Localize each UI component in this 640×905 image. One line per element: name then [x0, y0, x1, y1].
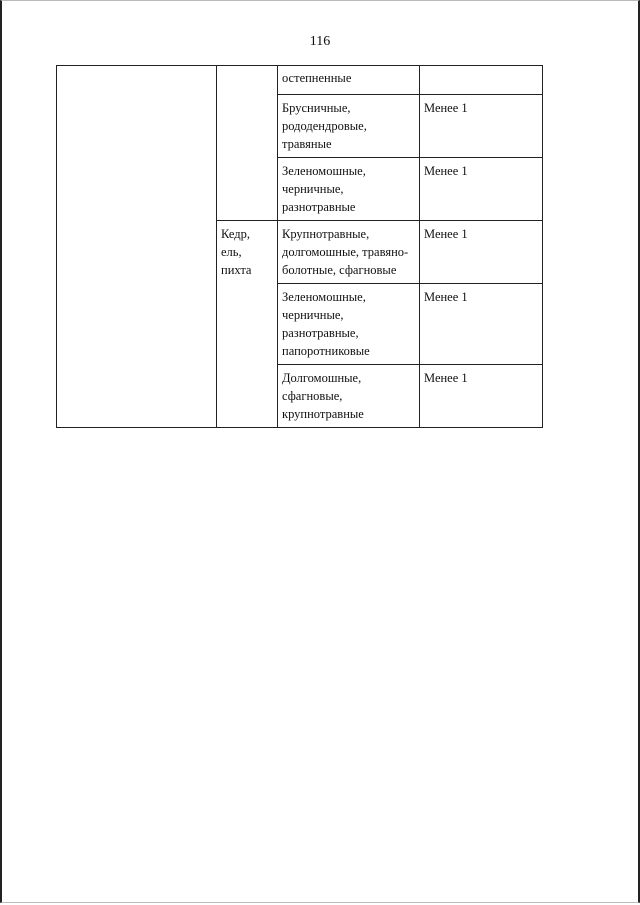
forest-type-cell [278, 365, 420, 428]
forest-type-line: рододендровые, [282, 119, 367, 133]
page-number: 116 [309, 34, 331, 49]
forest-type-cell [278, 221, 420, 284]
value-cell [420, 158, 543, 221]
value-text: Менее 1 [424, 101, 468, 115]
value-text: Менее 1 [424, 290, 468, 304]
value-cell [420, 284, 543, 365]
forest-type-line: Брусничные, [282, 101, 351, 115]
value-text: Менее 1 [424, 371, 468, 385]
species-line: ель, [221, 245, 242, 259]
forest-type-line: разнотравные [282, 200, 356, 214]
forest-type-line: черничные, [282, 182, 344, 196]
species-cell [217, 221, 278, 428]
value-cell [420, 66, 543, 95]
forest-type-line: болотные, сфагновые [282, 263, 397, 277]
forest-type-cell [278, 95, 420, 158]
species-line: пихта [221, 263, 252, 277]
forest-type-line: долгомошные, травяно- [282, 245, 409, 259]
forest-type-cell [278, 66, 420, 95]
forest-type-cell [278, 284, 420, 365]
species-line: Кедр, [221, 227, 250, 241]
value-text: Менее 1 [424, 164, 468, 178]
forest-type-cell [278, 158, 420, 221]
value-cell [420, 221, 543, 284]
empty-first-column-cell [57, 66, 217, 428]
value-cell [420, 95, 543, 158]
forest-type-line: сфагновые, [282, 389, 343, 403]
species-cell-continued [217, 66, 278, 221]
table-row [57, 66, 543, 95]
forest-type-line: травяные [282, 137, 332, 151]
forest-type-table [56, 65, 543, 428]
forest-type-line: остепненные [282, 71, 352, 85]
value-text: Менее 1 [424, 227, 468, 241]
forest-type-line: разнотравные, [282, 326, 359, 340]
forest-type-line: черничные, [282, 308, 344, 322]
value-cell [420, 365, 543, 428]
forest-type-line: Зеленомошные, [282, 164, 366, 178]
forest-type-line: папоротниковые [282, 344, 370, 358]
forest-type-line: крупнотравные [282, 407, 364, 421]
forest-type-line: Крупнотравные, [282, 227, 370, 241]
forest-type-line: Долгомошные, [282, 371, 362, 385]
forest-type-line: Зеленомошные, [282, 290, 366, 304]
